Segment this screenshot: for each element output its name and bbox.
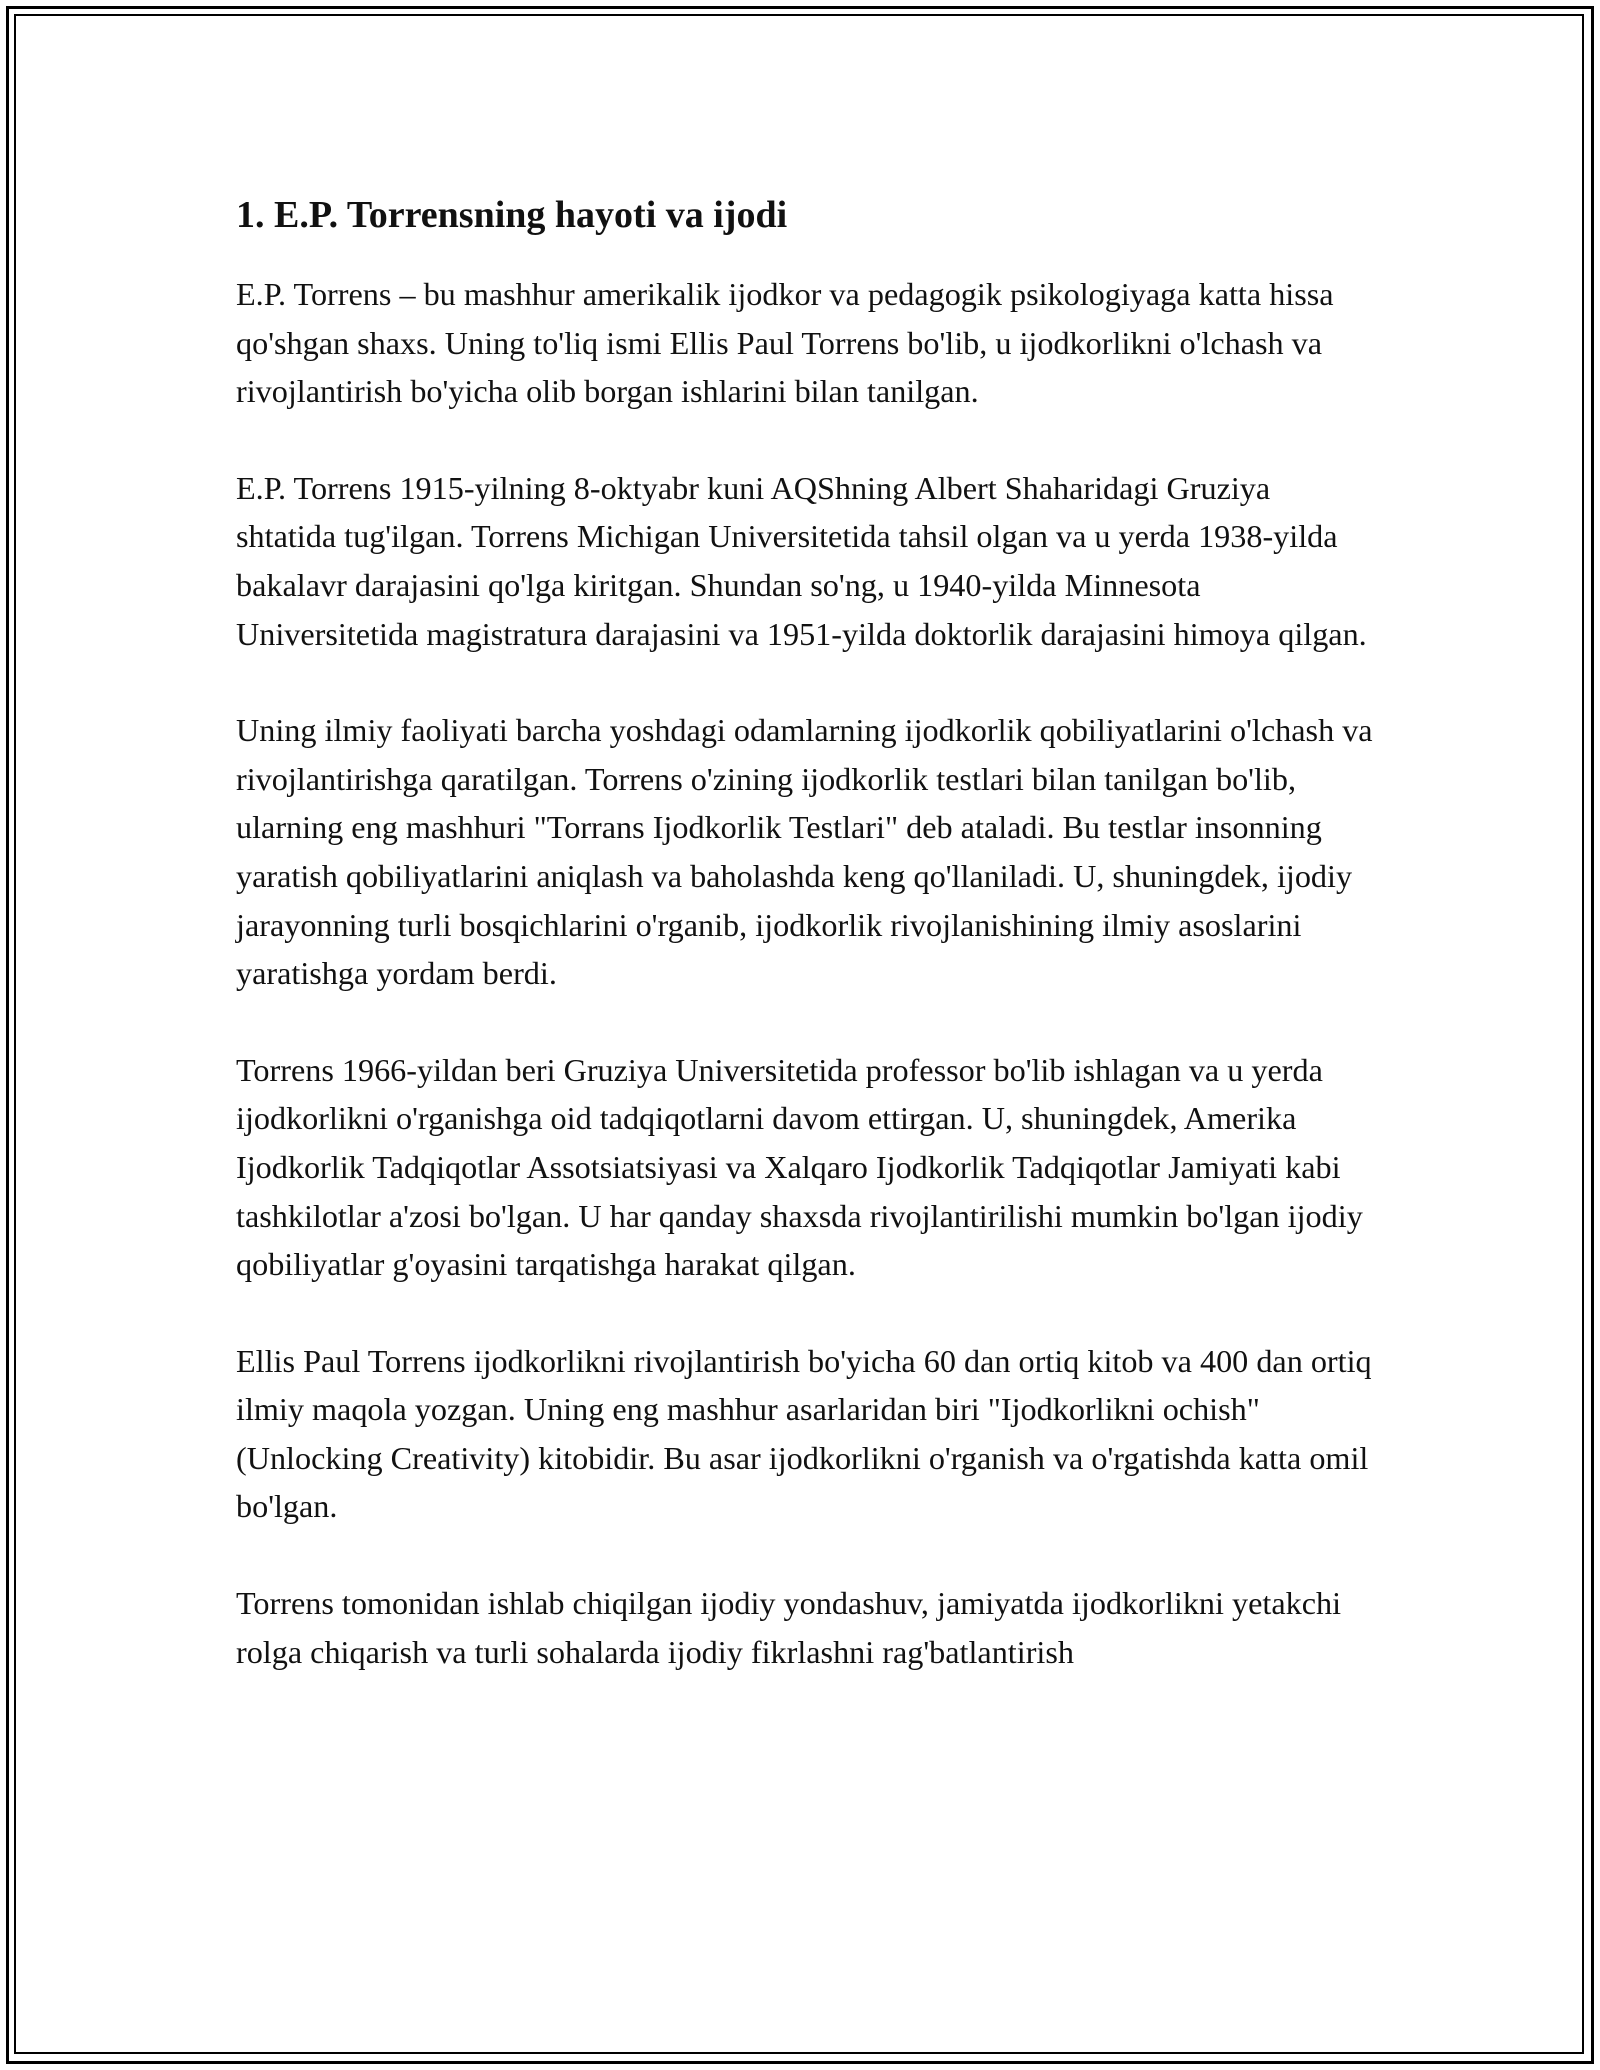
paragraph-career: Torrens 1966-yildan beri Gruziya Universitetida professor bo'lib ishlagan va u yerda ijodkorlikni o'rganishga oid tadqiqotlarni davom ettirgan. U, shuningdek, Amerika Ijodkorlik Tadqiqotlar Assotsiatsiyasi va Xalqaro Ijodkorlik Tadqiqotlar Jamiyati kabi tashkilotlar a'zosi bo'lgan. U har qanday shaxsda rivojlantirilishi mumkin bo'lgan ijodiy qobiliyatlar g'oyasini tarqatishga harakat qilgan. xyxy=(236,1051,1363,1283)
paragraph-approach: Torrens tomonidan ishlab chiqilgan ijodiy yondashuv, jamiyatda ijodkorlikni yetakchi rolga chiqarish va turli sohalarda ijodiy fikrlashni rag'batlantirish xyxy=(236,1585,1342,1670)
paragraph-intro: E.P. Torrens – bu mashhur amerikalik ijodkor va pedagogik psikologiyaga katta hissa qo'shgan shaxs. Uning to'liq ismi Ellis Paul Torrens bo'lib, u ijodkorlikni o'lchash va rivojlantirish bo'yicha olib borgan ishlarini bilan tanilgan. xyxy=(236,276,1334,410)
document-body xyxy=(236,188,1376,1724)
paragraph-publications: Ellis Paul Torrens ijodkorlikni rivojlantirish bo'yicha 60 dan ortiq kitob va 400 dan ortiq ilmiy maqola yozgan. Uning eng mashhur asarlaridan biri "Ijodkorlikni ochish" (Unlocking Creativity) kitobidir. Bu asar ijodkorlikni o'rganish va o'rgatishda katta omil bo'lgan. xyxy=(236,1342,1372,1525)
section-heading: 1. E.P. Torrensning hayoti va ijodi xyxy=(236,194,788,236)
paragraph-biography: E.P. Torrens 1915-yilning 8-oktyabr kuni AQShning Albert Shaharidagi Gruziya shtatida tug'ilgan. Torrens Michigan Universitetida tahsil olgan va u yerda 1938-yilda bakalavr darajasini qo'lga kiritgan. Shundan so'ng, u 1940-yilda Minnesota Universitetida magistratura darajasini va 1951-yilda doktorlik darajasini himoya qilgan. xyxy=(236,469,1367,652)
paragraph-research: Uning ilmiy faoliyati barcha yoshdagi odamlarning ijodkorlik qobiliyatlarini o'lchash va rivojlantirishga qaratilgan. Torrens o'zining ijodkorlik testlari bilan tanilgan bo'lib, ularning eng mashhuri "Torrans Ijodkorlik Testlari" deb ataladi. Bu testlar insonning yaratish qobiliyatlarini aniqlash va baholashda keng qo'llaniladi. U, shuningdek, ijodiy jarayonning turli bosqichlarini o'rganib, ijodkorlik rivojlanishining ilmiy asoslarini yaratishga yordam berdi. xyxy=(236,712,1373,992)
